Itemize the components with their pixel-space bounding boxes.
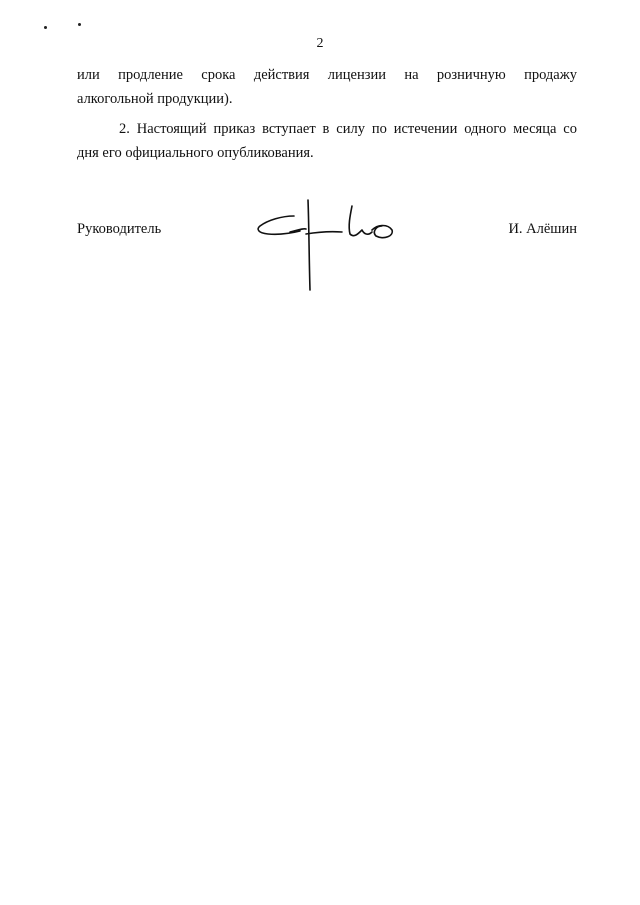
handwritten-signature [254,196,414,296]
scan-mark-left [44,26,47,29]
paragraph-line: или продление срока действия лицензии на розничную продажу [77,67,577,83]
paragraph-line: 2. Настоящий приказ вступает в силу по истечении одного месяца со [119,121,577,137]
paragraph-line: дня его официального опубликования. [77,145,314,161]
paragraph-item-2 [77,117,577,165]
signatory-name: И. Алёшин [508,221,577,237]
signatory-role: Руководитель [77,221,162,237]
page-number: 2 [316,36,324,51]
paragraph-line: алкогольной продукции). [77,91,233,107]
paragraph-continuation [77,63,577,111]
scan-mark-right [78,23,81,26]
